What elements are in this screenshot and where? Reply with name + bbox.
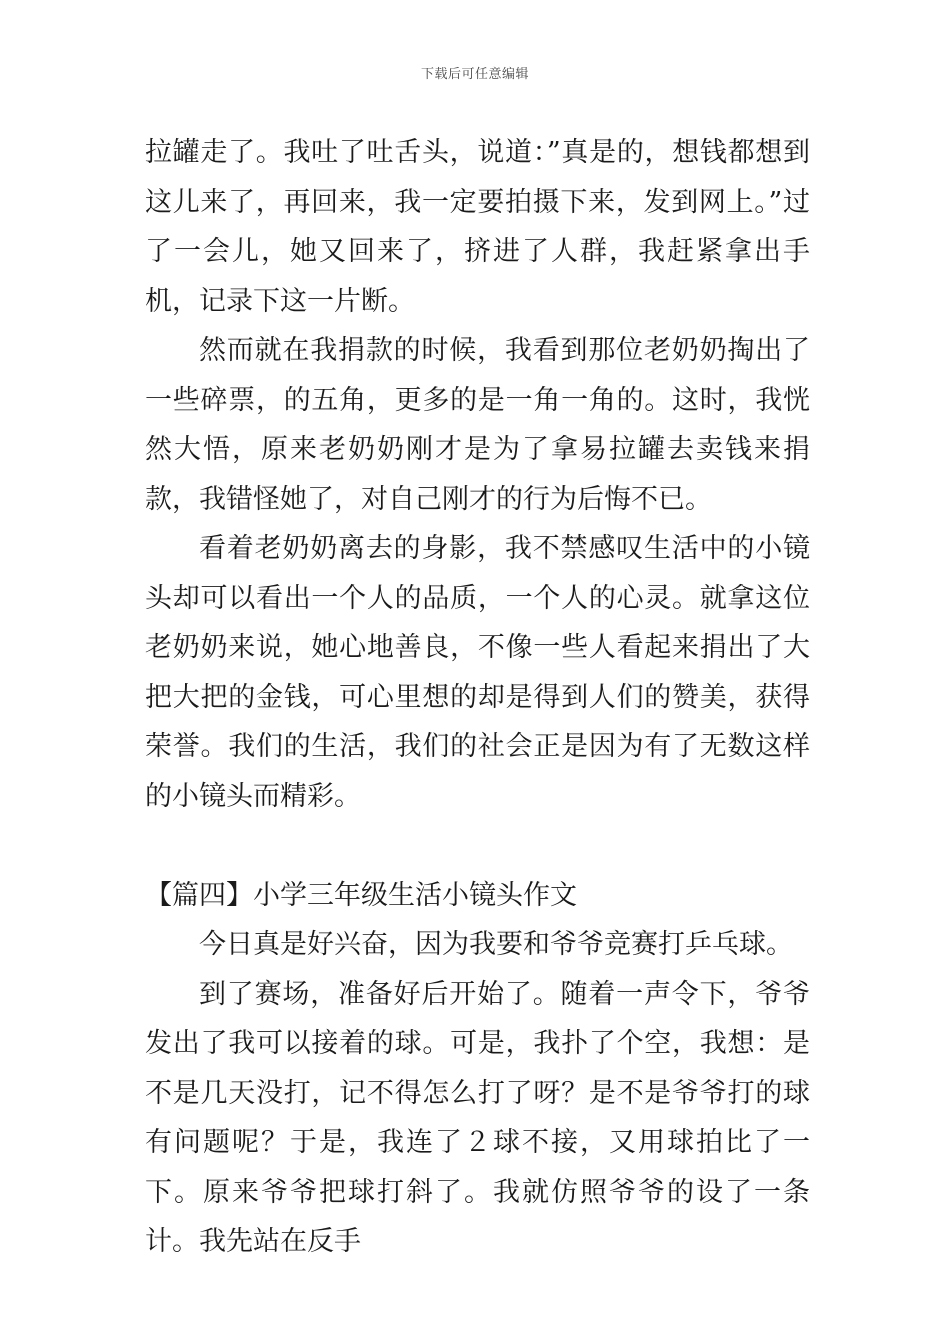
document-body bbox=[145, 128, 810, 1267]
section-spacer bbox=[145, 821, 810, 871]
page-header: 下载后可任意编辑 bbox=[420, 67, 529, 82]
paragraph-match: 到了赛场，准备好后开始了。随着一声令下，爷爷发出了我可以接着的球。可是，我扑了个空，我想：是不是几天没打，记不得怎么打了呀？是不是爷爷打的球有问题呢？于是，我连了２球不接，又用球拍比了一下。原来爷爷把球打斜了。我就仿照爷爷的设了一条计。我先站在反手 bbox=[145, 978, 810, 1257]
paragraph-continuation: 拉罐走了。我吐了吐舌头，说道：”真是的，想钱都想到这儿来了，再回来，我一定要拍摄下来，发到网上。”过了一会儿，她又回来了，挤进了人群，我赶紧拿出手机，记录下这一片断。 bbox=[145, 137, 810, 317]
paragraph-reflection: 看着老奶奶离去的身影，我不禁感叹生活中的小镜头却可以看出一个人的品质，一个人的心灵。就拿这位老奶奶来说，她心地善良，不像一些人看起来捐出了大把大把的金钱，可心里想的却是得到人们的赞美，获得荣誉。我们的生活，我们的社会正是因为有了无数这样的小镜头而精彩。 bbox=[145, 533, 810, 812]
paragraph-intro: 今日真是好兴奋，因为我要和爷爷竞赛打乒乓球。 bbox=[199, 929, 793, 960]
paragraph-donation: 然而就在我捐款的时候，我看到那位老奶奶掏出了一些碎票，的五角，更多的是一角一角的。这时，我恍然大悟，原来老奶奶刚才是为了拿易拉罐去卖钱来捐款，我错怪她了，对自己刚才的行为后悔不已。 bbox=[145, 335, 810, 515]
section-heading: 【篇四】小学三年级生活小镜头作文 bbox=[145, 879, 577, 911]
